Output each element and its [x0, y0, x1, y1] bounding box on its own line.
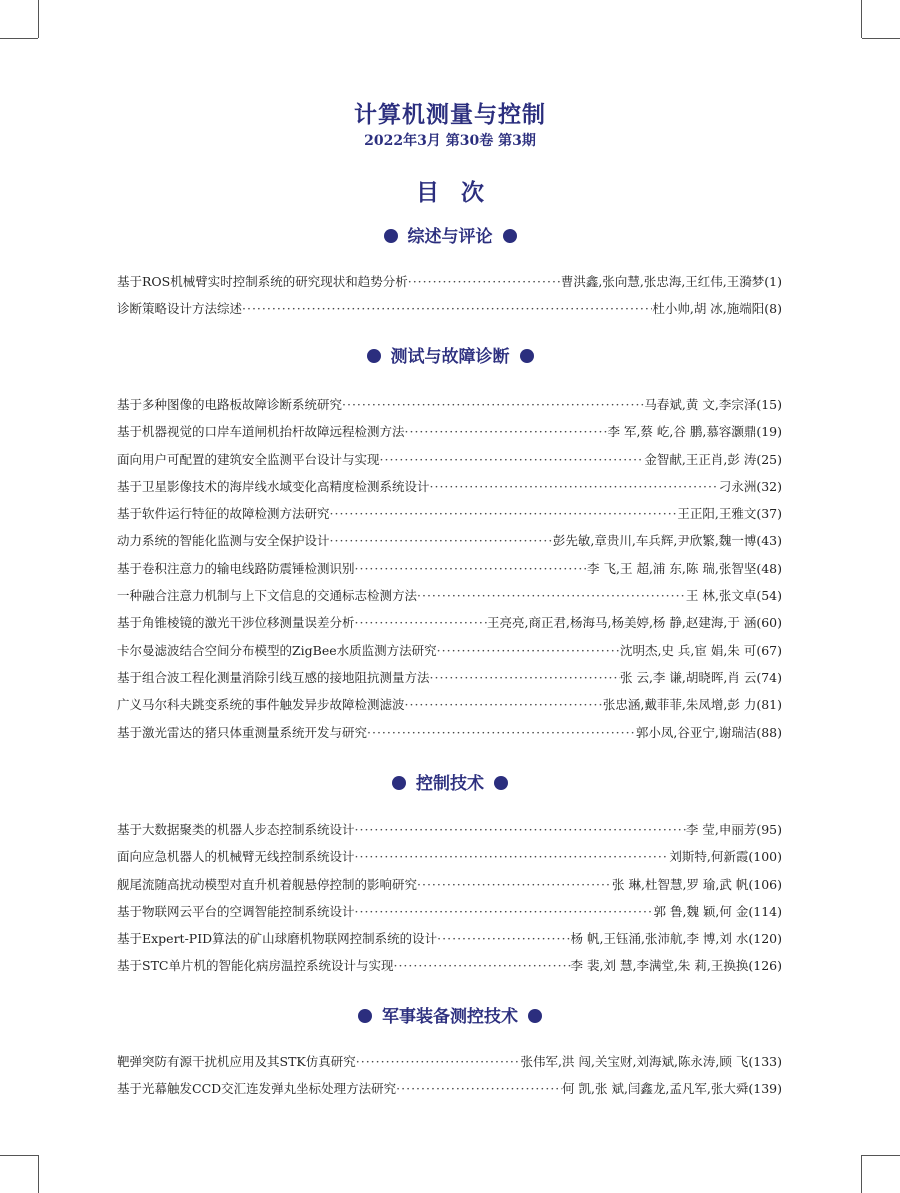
entry-title: 基于卷积注意力的输电线路防震锤检测识别 — [117, 560, 355, 576]
entry-authors: 王 林,张文卓 — [685, 588, 757, 604]
leader-dots — [367, 719, 636, 746]
crop-mark — [0, 1155, 38, 1156]
entry-authors: 张 琳,杜智慧,罗 瑜,武 帆 — [612, 876, 749, 892]
entry-title: 基于光幕触发CCD交汇连发弹丸坐标处理方法研究 — [117, 1081, 397, 1097]
toc-entry[interactable] — [117, 527, 782, 554]
entry-authors: 金智献,王正肖,彭 涛 — [644, 451, 757, 467]
leader-dots — [342, 391, 644, 418]
leader-dots — [396, 1075, 562, 1102]
entry-title: 基于ROS机械臂实时控制系统的研究现状和趋势分析 — [117, 274, 408, 289]
entry-authors: 郭小凤,谷亚宁,谢瑞洁 — [635, 724, 757, 740]
issue-info: 2022年3月 第30卷 第3期 — [364, 133, 536, 149]
toc-entry[interactable] — [117, 295, 782, 322]
toc-entry[interactable] — [117, 582, 782, 609]
entry-page: (95) — [756, 822, 782, 837]
bullet-icon — [392, 776, 406, 790]
toc-entry[interactable] — [117, 952, 782, 979]
toc-entry[interactable] — [117, 473, 782, 500]
section-heading-review — [0, 226, 900, 248]
entry-page: (37) — [756, 506, 782, 522]
toc-entry[interactable] — [117, 268, 782, 295]
entry-title: 基于Expert-PID算法的矿山球磨机物联网控制系统的设计 — [117, 931, 438, 947]
entry-page: (67) — [756, 642, 782, 658]
entry-title: 基于多种图像的电路板故障诊断系统研究 — [117, 397, 343, 412]
leader-dots — [355, 898, 654, 925]
toc-entry[interactable] — [117, 843, 782, 870]
section-heading-label: 控制技术 — [416, 774, 484, 794]
bullet-icon — [384, 229, 398, 243]
section-heading-control — [0, 773, 900, 795]
entry-page: (81) — [756, 697, 782, 713]
entry-page: (8) — [764, 301, 782, 317]
entry-title: 基于角锥棱镜的激光干涉位移测量误差分析 — [117, 615, 355, 631]
bullet-icon — [494, 776, 508, 790]
entry-page: (48) — [756, 560, 782, 576]
entry-page: (139) — [748, 1081, 782, 1097]
entry-title: 广义马尔科夫跳变系统的事件触发异步故障检测滤波 — [117, 697, 405, 713]
crop-mark — [861, 1155, 862, 1193]
entry-authors: 郭 鲁,魏 颖,何 金 — [653, 903, 749, 919]
entry-authors: 何 凯,张 斌,闫鑫龙,孟凡军,张大舜 — [562, 1081, 749, 1097]
entry-authors: 王亮亮,商正君,杨海马,杨美婷,杨 静,赵建海,于 涵 — [487, 615, 757, 631]
toc-entry[interactable] — [117, 925, 782, 952]
entry-authors: 彭先敏,章贵川,车兵辉,尹欣繁,魏一博 — [552, 533, 757, 549]
entry-title: 基于激光雷达的猪只体重测量系统开发与研究 — [117, 724, 368, 740]
entry-title: 动力系统的智能化监测与安全保护设计 — [117, 533, 330, 549]
leader-dots — [430, 664, 620, 691]
toc-entry[interactable] — [117, 637, 782, 664]
entry-authors: 杜小帅,胡 冰,施端阳 — [652, 301, 765, 317]
section-heading-label: 测试与故障诊断 — [390, 347, 510, 367]
entry-title: 基于大数据聚类的机器人步态控制系统设计 — [117, 822, 355, 837]
entry-page: (120) — [748, 931, 782, 947]
leader-dots — [430, 473, 719, 500]
leader-dots — [417, 871, 612, 898]
entry-authors: 刘斯特,何新霞 — [669, 849, 749, 865]
section-heading-label: 综述与评论 — [407, 227, 493, 247]
entry-page: (133) — [748, 1054, 782, 1069]
bullet-icon — [503, 229, 517, 243]
entry-page: (19) — [756, 424, 782, 440]
entry-title: 卡尔曼滤波结合空间分布模型的ZigBee水质监测方法研究 — [117, 642, 437, 658]
leader-dots — [408, 268, 561, 295]
toc-entry[interactable] — [117, 816, 782, 843]
entry-page: (106) — [748, 876, 782, 892]
entry-authors: 刁永洲 — [718, 478, 757, 494]
entry-page: (60) — [756, 615, 782, 631]
leader-dots — [393, 952, 570, 979]
entry-page: (1) — [764, 274, 782, 289]
toc-entry[interactable] — [117, 446, 782, 473]
bullet-icon — [520, 349, 534, 363]
entry-title: 基于组合波工程化测量消除引线互感的接地阻抗测量方法 — [117, 669, 430, 685]
leader-dots — [355, 816, 686, 843]
entry-title: 舰尾流随高扰动模型对直升机着舰悬停控制的影响研究 — [117, 876, 418, 892]
leader-dots — [437, 925, 570, 952]
entry-title: 基于STC单片机的智能化病房温控系统设计与实现 — [117, 958, 394, 974]
entry-authors: 王正阳,王雅文 — [677, 506, 757, 522]
toc-entry[interactable] — [117, 691, 782, 718]
toc-entry[interactable] — [117, 1048, 782, 1075]
entry-authors: 李 裴,刘 慧,李满堂,朱 莉,王换换 — [570, 958, 749, 974]
entry-authors: 李 飞,王 超,浦 东,陈 瑞,张智坚 — [587, 560, 757, 576]
bullet-icon — [367, 349, 381, 363]
toc-entry[interactable] — [117, 871, 782, 898]
crop-mark — [38, 0, 39, 38]
leader-dots — [355, 843, 670, 870]
toc-list-control — [117, 816, 782, 980]
entry-page: (15) — [756, 397, 782, 412]
entry-page: (114) — [748, 903, 782, 919]
entry-page: (100) — [748, 849, 782, 865]
entry-page: (25) — [756, 451, 782, 467]
entry-authors: 李 军,蔡 屹,谷 鹏,慕容灏鼎 — [607, 424, 757, 440]
toc-entry[interactable] — [117, 609, 782, 636]
leader-dots — [330, 500, 678, 527]
toc-entry[interactable] — [117, 418, 782, 445]
leader-dots — [380, 446, 645, 473]
bullet-icon — [358, 1009, 372, 1023]
entry-page: (32) — [756, 478, 782, 494]
entry-authors: 曹洪鑫,张向慧,张忠海,王红伟,王漪梦 — [560, 274, 765, 289]
entry-authors: 沈明杰,史 兵,宦 娟,朱 可 — [619, 642, 757, 658]
leader-dots — [355, 609, 488, 636]
section-heading-testing — [0, 346, 900, 368]
entry-title: 基于物联网云平台的空调智能控制系统设计 — [117, 903, 355, 919]
entry-authors: 张 云,李 谦,胡晓晖,肖 云 — [619, 669, 757, 685]
leader-dots — [356, 1048, 521, 1075]
toc-entry[interactable] — [117, 1075, 782, 1102]
entry-title: 面向用户可配置的建筑安全监测平台设计与实现 — [117, 451, 380, 467]
entry-page: (74) — [756, 669, 782, 685]
crop-mark — [0, 38, 38, 39]
entry-page: (43) — [756, 533, 782, 549]
toc-list-military — [117, 1048, 782, 1103]
entry-title: 基于软件运行特征的故障检测方法研究 — [117, 506, 330, 522]
toc-entry[interactable] — [117, 664, 782, 691]
bullet-icon — [528, 1009, 542, 1023]
entry-title: 基于机器视觉的口岸车道闸机抬杆故障远程检测方法 — [117, 424, 405, 440]
leader-dots — [417, 582, 686, 609]
entry-title: 基于卫星影像技术的海岸线水域变化高精度检测系统设计 — [117, 478, 430, 494]
toc-entry[interactable] — [117, 898, 782, 925]
entry-page: (126) — [748, 958, 782, 974]
leader-dots — [437, 637, 620, 664]
entry-authors: 杨 帆,王钰涌,张沛航,李 博,刘 水 — [570, 931, 749, 947]
toc-entry[interactable] — [117, 719, 782, 746]
crop-mark — [38, 1155, 39, 1193]
leader-dots — [355, 555, 588, 582]
crop-mark — [862, 1155, 900, 1156]
toc-list-review — [117, 268, 782, 323]
leader-dots — [405, 418, 608, 445]
toc-entry[interactable] — [117, 555, 782, 582]
entry-page: (88) — [756, 724, 782, 740]
leader-dots — [405, 691, 603, 718]
toc-list-testing — [117, 391, 782, 746]
entry-title: 一种融合注意力机制与上下文信息的交通标志检测方法 — [117, 588, 418, 604]
entry-authors: 张忠涵,戴菲菲,朱凤增,彭 力 — [602, 697, 757, 713]
entry-authors: 张伟军,洪 闯,关宝财,刘海斌,陈永涛,顾 飞 — [520, 1054, 749, 1069]
toc-entry[interactable] — [117, 500, 782, 527]
toc-entry[interactable] — [117, 391, 782, 418]
journal-title: 计算机测量与控制 — [354, 102, 546, 128]
entry-authors: 马春斌,黄 文,李宗泽 — [644, 397, 757, 412]
section-heading-label: 军事装备测控技术 — [382, 1007, 518, 1027]
leader-dots — [330, 527, 553, 554]
section-heading-military — [0, 1006, 900, 1028]
leader-dots — [242, 295, 652, 322]
entry-page: (54) — [756, 588, 782, 604]
entry-authors: 李 莹,申丽芳 — [685, 822, 757, 837]
crop-mark — [862, 38, 900, 39]
entry-title: 靶弹突防有源干扰机应用及其STK仿真研究 — [117, 1054, 356, 1069]
entry-title: 面向应急机器人的机械臂无线控制系统设计 — [117, 849, 355, 865]
toc-title: 目次 — [416, 180, 506, 206]
crop-mark — [861, 0, 862, 38]
entry-title: 诊断策略设计方法综述 — [117, 301, 243, 317]
